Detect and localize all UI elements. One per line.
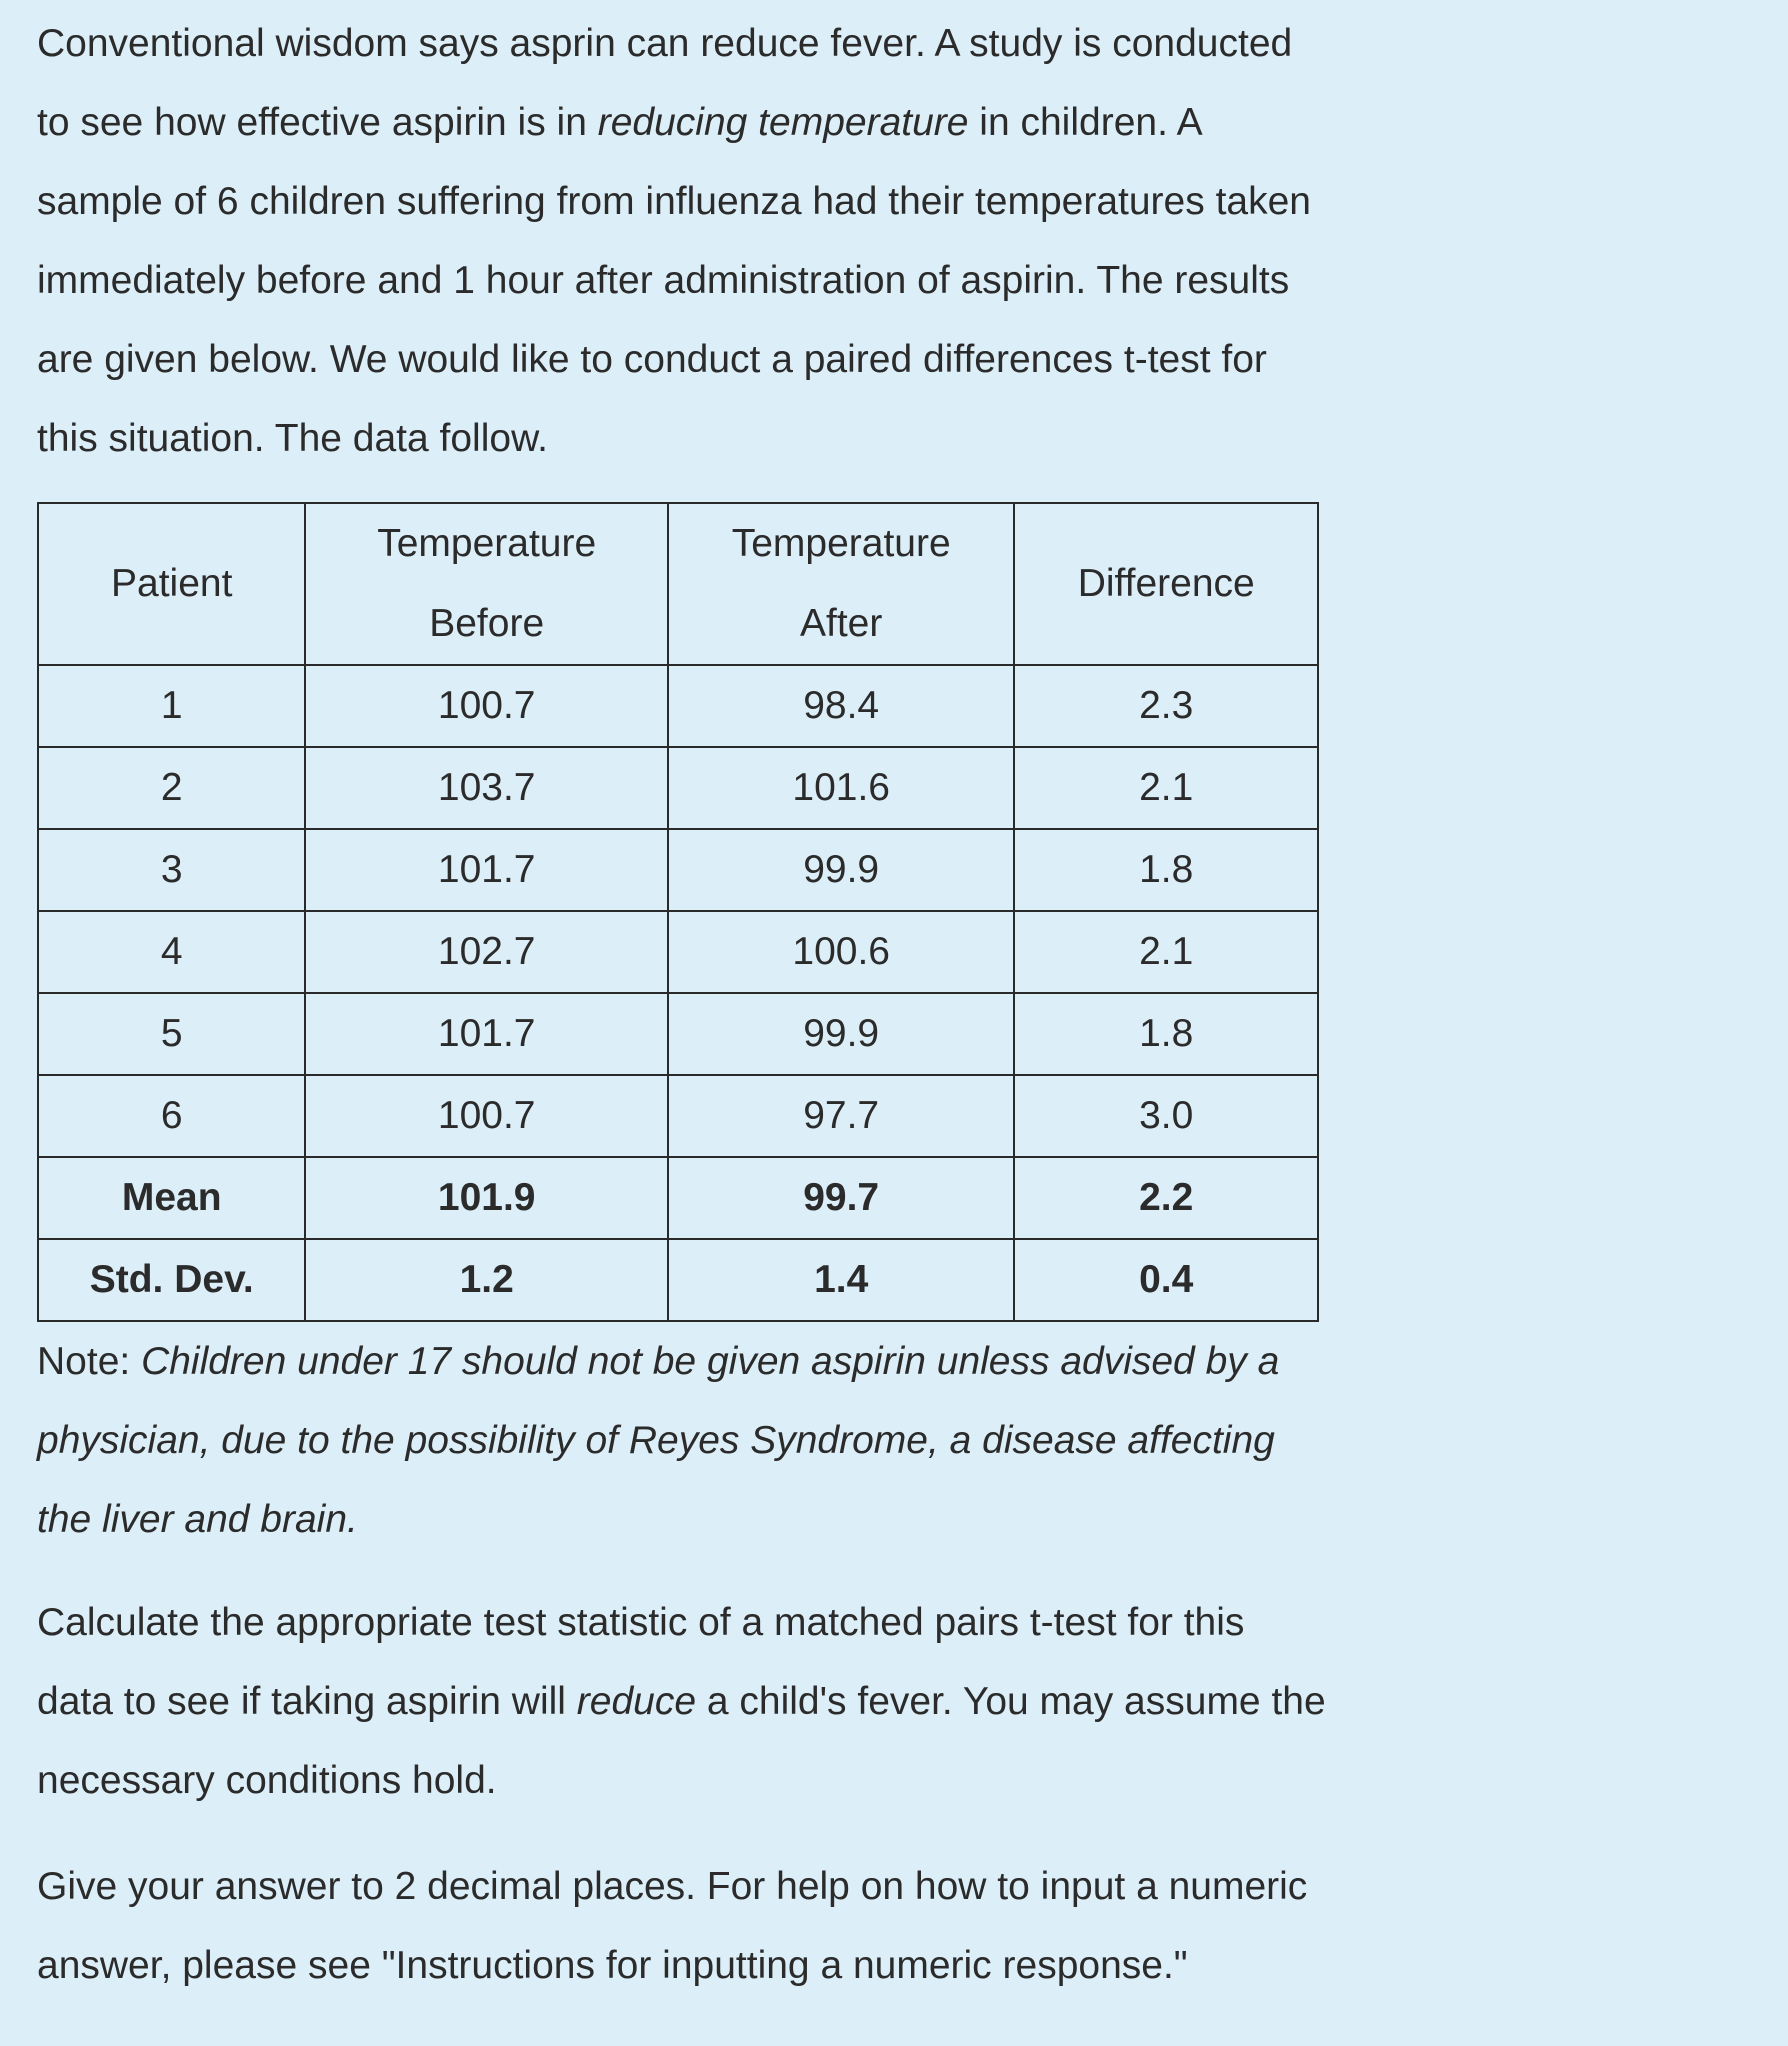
text-segment: necessary conditions hold.	[37, 1759, 497, 1802]
data-table	[37, 502, 1319, 1322]
italic-text: physician, due to the possibility of Reyes Syndrome, a disease affecting	[37, 1419, 1275, 1462]
summary-cell: Mean	[38, 1157, 305, 1239]
summary-row	[38, 1239, 1318, 1321]
text-line	[37, 162, 1788, 241]
text-line	[37, 1322, 1788, 1401]
table-cell: 1	[38, 665, 305, 747]
table-cell: 101.7	[305, 993, 667, 1075]
column-header-text: Temperature	[377, 522, 597, 565]
table-cell: 4	[38, 911, 305, 993]
summary-cell: 2.2	[1014, 1157, 1318, 1239]
summary-cell: Std. Dev.	[38, 1239, 305, 1321]
text-segment: data to see if taking aspirin will	[37, 1680, 577, 1723]
text-line	[37, 1662, 1788, 1741]
text-segment: Calculate the appropriate test statistic of a matched pairs t-test for this	[37, 1601, 1245, 1644]
table-cell: 99.9	[668, 993, 1015, 1075]
column-header	[38, 503, 305, 665]
text-line	[37, 1480, 1788, 1559]
text-line	[37, 1847, 1788, 1926]
table-row	[38, 829, 1318, 911]
question-paragraph	[37, 1583, 1788, 1820]
text-segment: Give your answer to 2 decimal places. For help on how to input a numeric	[37, 1865, 1308, 1908]
summary-cell: 99.7	[668, 1157, 1015, 1239]
italic-text: Children under 17 should not be given aspirin unless advised by a	[141, 1340, 1280, 1383]
table-cell: 2.1	[1014, 911, 1318, 993]
table-cell: 6	[38, 1075, 305, 1157]
column-header-text: Difference	[1077, 562, 1255, 605]
table-cell: 2.1	[1014, 747, 1318, 829]
text-line	[37, 4, 1788, 83]
intro-paragraph	[37, 4, 1788, 478]
column-header	[305, 503, 667, 665]
summary-row	[38, 1157, 1318, 1239]
table-row	[38, 665, 1318, 747]
table-cell: 2	[38, 747, 305, 829]
table-cell: 101.7	[305, 829, 667, 911]
column-header-text: Before	[429, 602, 545, 645]
table-cell: 2.3	[1014, 665, 1318, 747]
instructions-paragraph	[37, 1847, 1788, 2005]
text-line	[37, 399, 1788, 478]
italic-text: the liver and brain.	[37, 1498, 358, 1541]
text-segment: this situation. The data follow.	[37, 417, 548, 460]
text-segment: Note:	[37, 1340, 142, 1383]
summary-cell: 0.4	[1014, 1239, 1318, 1321]
table-cell: 97.7	[668, 1075, 1015, 1157]
text-line	[37, 1741, 1788, 1820]
table-cell: 100.7	[305, 665, 667, 747]
text-segment: sample of 6 children suffering from influenza had their temperatures taken	[37, 180, 1311, 223]
text-line	[37, 241, 1788, 320]
table-cell: 5	[38, 993, 305, 1075]
text-line	[37, 1583, 1788, 1662]
table-cell: 103.7	[305, 747, 667, 829]
column-header-text: After	[799, 602, 883, 645]
text-segment: immediately before and 1 hour after administration of aspirin. The results	[37, 259, 1290, 302]
column-header-text: Temperature	[731, 522, 951, 565]
column-header	[668, 503, 1015, 665]
summary-cell: 101.9	[305, 1157, 667, 1239]
summary-cell: 1.2	[305, 1239, 667, 1321]
table-cell: 100.7	[305, 1075, 667, 1157]
text-segment: answer, please see "Instructions for inputting a numeric response."	[37, 1944, 1188, 1987]
table-cell: 1.8	[1014, 993, 1318, 1075]
table-cell: 102.7	[305, 911, 667, 993]
table-row	[38, 993, 1318, 1075]
column-header	[1014, 503, 1318, 665]
italic-text: reducing temperature	[597, 101, 969, 144]
table-cell: 1.8	[1014, 829, 1318, 911]
summary-cell: 1.4	[668, 1239, 1015, 1321]
text-line	[37, 1401, 1788, 1480]
text-segment: a child's fever. You may assume the	[696, 1680, 1326, 1723]
text-segment: are given below. We would like to conduct a paired differences t-test for	[37, 338, 1267, 381]
text-segment: to see how effective aspirin is in	[37, 101, 598, 144]
table-row	[38, 1075, 1318, 1157]
text-segment: Conventional wisdom says asprin can reduce fever. A study is conducted	[37, 22, 1293, 65]
table-header-row	[38, 503, 1318, 665]
text-segment: in children. A	[968, 101, 1203, 144]
column-header-text: Patient	[111, 562, 233, 605]
note-paragraph	[37, 1322, 1788, 1559]
text-line	[37, 83, 1788, 162]
table-cell: 98.4	[668, 665, 1015, 747]
table-row	[38, 747, 1318, 829]
table-cell: 100.6	[668, 911, 1015, 993]
text-line	[37, 1926, 1788, 2005]
table-cell: 3.0	[1014, 1075, 1318, 1157]
table-cell: 99.9	[668, 829, 1015, 911]
italic-text: reduce	[576, 1680, 697, 1723]
text-line	[37, 320, 1788, 399]
table-row	[38, 911, 1318, 993]
table-cell: 3	[38, 829, 305, 911]
table-cell: 101.6	[668, 747, 1015, 829]
